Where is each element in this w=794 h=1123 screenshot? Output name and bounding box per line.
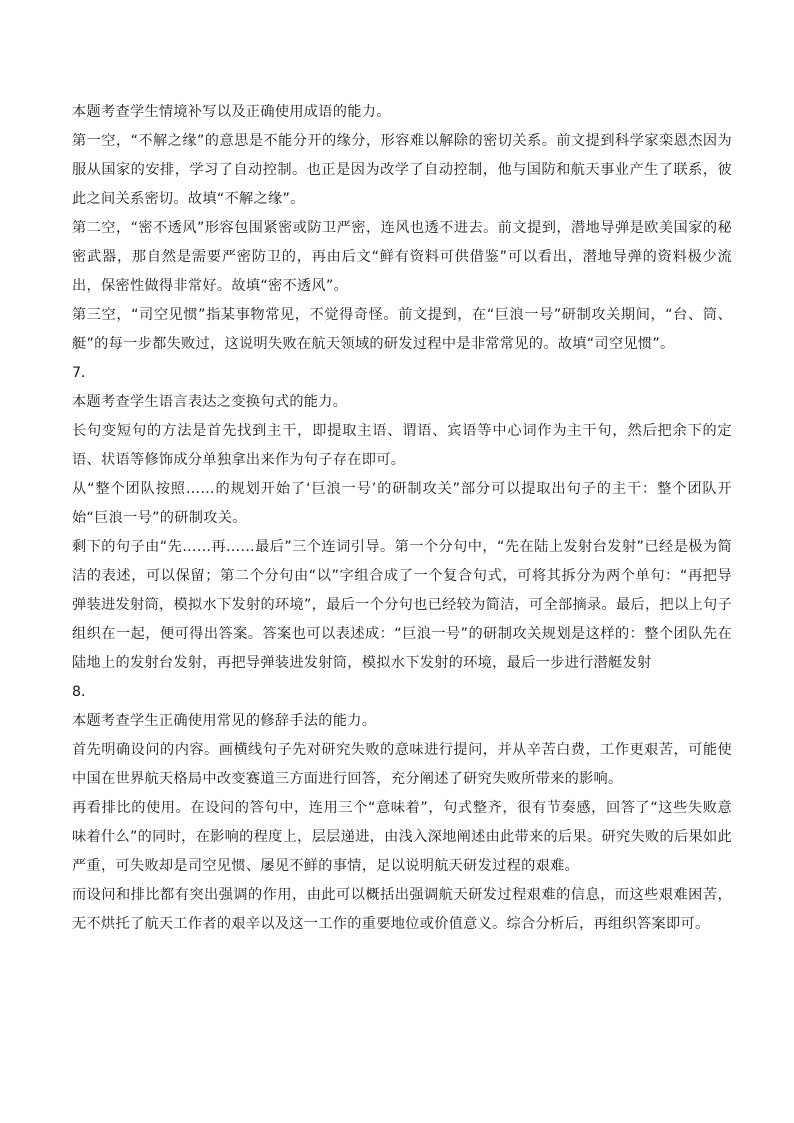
section-question-6 [72,98,732,359]
paragraph: 首先明确设问的内容。画横线句子先对研究失败的意味进行提问，并从辛苦白费，工作更艰苦，可能使中国在世界航天格局中改变赛道三方面进行回答，充分阐述了研究失败所带来的影响。 [72,742,732,787]
paragraph: 剩下的句子由“先……再……最后”三个连词引导。第一个分句中，“先在陆上发射台发射”已经是极为简洁的表述，可以保留；第二个分句由“以”字组合成了一个复合句式，可将其拆分为两个单句：“再把导弹装进发射筒，模拟水下发射的环境”，最后一个分句也已经较为简洁，可全部摘录。最后，把以上句子组织在一起，便可得出答案。答案也可以表述成：“巨浪一号”的研制攻关规划是这样的：整个团队先在陆地上的发射台发射，再把导弹装进发射筒，模拟水下发射的环境，最后一步进行潜艇发射 [72,539,732,671]
paragraph: 从“整个团队按照……的规划开始了‘巨浪一号’的研制攻关”部分可以提取出句子的主干：整个团队开始“巨浪一号”的研制攻关。 [72,481,732,526]
paragraph: 第一空，“不解之缘”的意思是不能分开的缘分，形容难以解除的密切关系。前文提到科学家栾恩杰因为服从国家的安排，学习了自动控制。也正是因为改学了自动控制，他与国防和航天事业产生了联系，彼此之间关系密切。故填“不解之缘”。 [72,133,732,207]
answer-analysis-content [72,98,732,939]
question-number: 7． [72,365,96,381]
question-number: 8． [72,684,96,700]
paragraph: 第三空，“司空见惯”指某事物常见，不觉得奇怪。前文提到，在“巨浪一号”研制攻关期间，“台、筒、艇”的每一步都失败过，这说明失败在航天领域的研发过程中是非常常见的。故填“司空见惯”。 [72,307,732,352]
paragraph: 长句变短句的方法是首先找到主干，即提取主语、谓语、宾语等中心词作为主干句，然后把余下的定语、状语等修饰成分单独拿出来作为句子存在即可。 [72,423,732,468]
paragraph: 再看排比的使用。在设问的答句中，连用三个“意味着”，句式整齐，很有节奏感，回答了“这些失败意味着什么”的同时，在影响的程度上，层层递进，由浅入深地阐述由此带来的后果。研究失败的后果如此严重，可失败却是司空见惯、屡见不鲜的事情，足以说明航天研发过程的艰难。 [72,800,732,874]
section-question-8 [72,678,732,939]
paragraph: 本题考查学生语言表达之变换句式的能力。 [72,394,348,410]
paragraph: 本题考查学生情境补写以及正确使用成语的能力。 [72,104,391,120]
paragraph: 而设问和排比都有突出强调的作用，由此可以概括出强调航天研发过程艰难的信息，而这些艰难困苦，无不烘托了航天工作者的艰辛以及这一工作的重要地位或价值意义。综合分析后，再组织答案即可。 [72,887,732,932]
paragraph: 本题考查学生正确使用常见的修辞手法的能力。 [72,713,377,729]
paragraph: 第二空，“密不透风”形容包围紧密或防卫严密，连风也透不进去。前文提到，潜地导弹是欧美国家的秘密武器，那自然是需要严密防卫的，再由后文“鲜有资料可供借鉴”可以看出，潜地导弹的资料极少流出，保密性做得非常好。故填“密不透风”。 [72,220,732,294]
section-question-7 [72,359,732,678]
